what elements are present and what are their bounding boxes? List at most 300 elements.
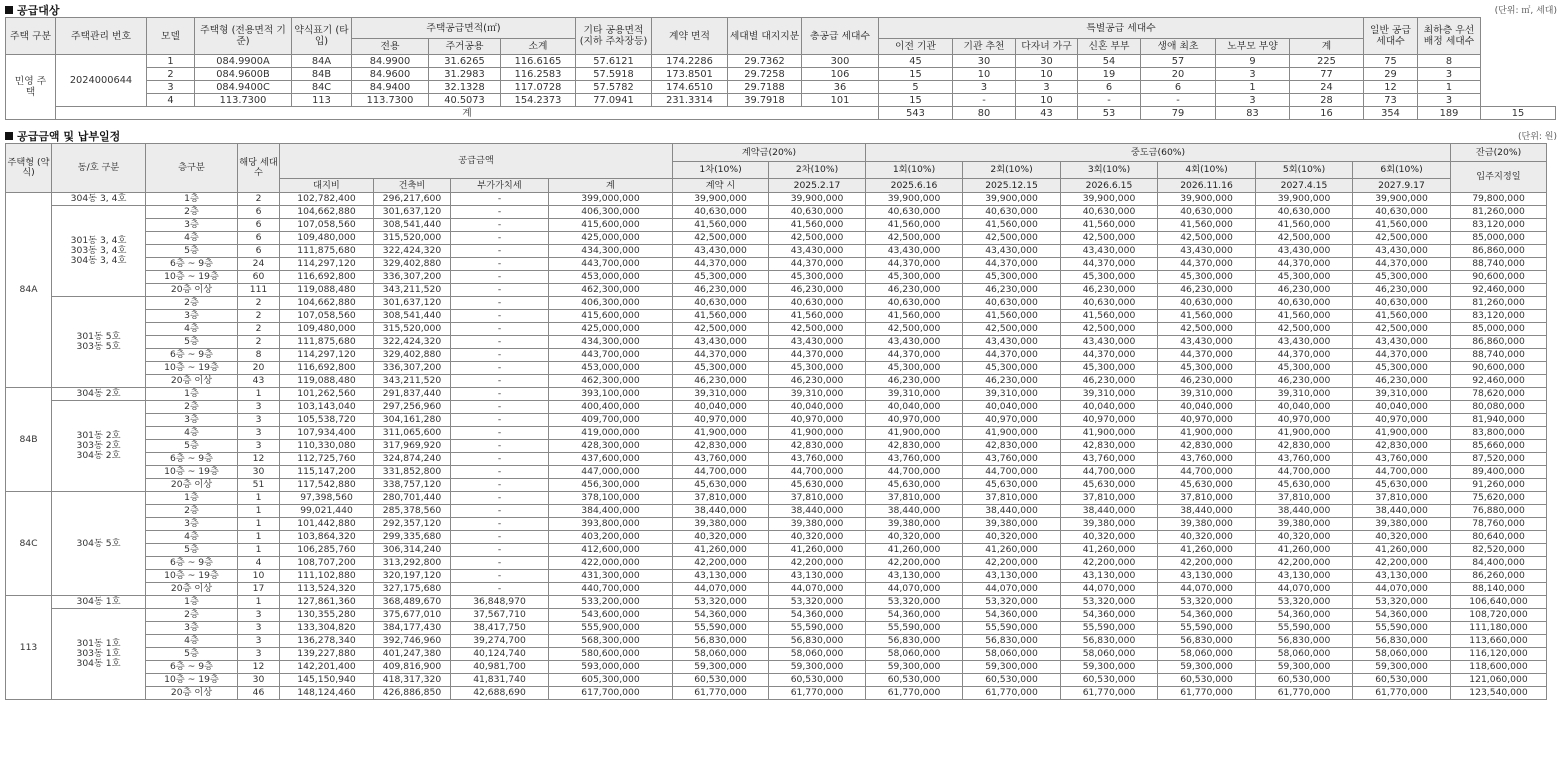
amount-cell: 533,200,000 xyxy=(549,596,673,609)
supply-cell: 154.2373 xyxy=(501,94,576,107)
price-row xyxy=(6,479,1547,492)
amount-cell: 108,707,200 xyxy=(280,557,374,570)
amount-cell: 42,830,000 xyxy=(1256,440,1353,453)
total-cell: 83 xyxy=(1216,107,1290,120)
amount-cell: 39,380,000 xyxy=(1256,518,1353,531)
supply-cell: 57.6121 xyxy=(576,55,652,68)
amount-cell: 375,677,010 xyxy=(374,609,451,622)
amount-cell: 343,211,520 xyxy=(374,284,451,297)
amount-cell: 555,900,000 xyxy=(549,622,673,635)
floor-cell: 3층 xyxy=(146,219,238,232)
amount-cell: 53,320,000 xyxy=(1256,596,1353,609)
th-deposit-2: 2차(10%) xyxy=(769,162,866,179)
amount-cell: 46,230,000 xyxy=(673,375,769,388)
amount-cell: 55,590,000 xyxy=(1256,622,1353,635)
units-cell: 3 xyxy=(238,635,280,648)
amount-cell: 45,300,000 xyxy=(673,362,769,375)
amount-cell: 313,292,800 xyxy=(374,557,451,570)
amount-cell: 116,692,800 xyxy=(280,362,374,375)
amount-cell: 39,900,000 xyxy=(673,193,769,206)
total-label: 계 xyxy=(56,107,879,120)
amount-cell: 60,530,000 xyxy=(1256,674,1353,687)
amount-cell: 92,460,000 xyxy=(1451,284,1547,297)
th-balance-date: 입주지정일 xyxy=(1451,162,1547,193)
floor-cell: 4층 xyxy=(146,232,238,245)
units-cell: 4 xyxy=(238,557,280,570)
amount-cell: 38,417,750 xyxy=(451,622,549,635)
amount-cell: - xyxy=(451,427,549,440)
supply-cell: 9 xyxy=(1216,55,1290,68)
floor-cell: 1층 xyxy=(146,193,238,206)
amount-cell: 56,830,000 xyxy=(866,635,963,648)
units-cell: 17 xyxy=(238,583,280,596)
amount-cell: 301,637,120 xyxy=(374,297,451,310)
amount-cell: - xyxy=(451,388,549,401)
amount-cell: 43,130,000 xyxy=(1061,570,1158,583)
price-row xyxy=(6,596,1547,609)
amount-cell: 54,360,000 xyxy=(1158,609,1256,622)
amount-cell: 42,200,000 xyxy=(1353,557,1451,570)
amount-cell: 38,440,000 xyxy=(769,505,866,518)
amount-cell: 43,430,000 xyxy=(1353,245,1451,258)
amount-cell: 45,300,000 xyxy=(866,271,963,284)
units-cell: 3 xyxy=(238,427,280,440)
amount-cell: 40,630,000 xyxy=(1256,206,1353,219)
th-interim-6: 6회(10%) xyxy=(1353,162,1451,179)
amount-cell: 336,307,200 xyxy=(374,271,451,284)
supply-cell: 084.9400C xyxy=(195,81,292,94)
dong-ho-cell xyxy=(52,596,146,609)
amount-cell: 45,630,000 xyxy=(673,479,769,492)
supply-cell: 1 xyxy=(1216,81,1290,94)
amount-cell: 59,300,000 xyxy=(866,661,963,674)
amount-cell: 42,500,000 xyxy=(1353,232,1451,245)
amount-cell: 82,520,000 xyxy=(1451,544,1547,557)
amount-cell: 39,380,000 xyxy=(673,518,769,531)
amount-cell: 434,300,000 xyxy=(549,336,673,349)
amount-cell: 393,100,000 xyxy=(549,388,673,401)
amount-cell: 54,360,000 xyxy=(769,609,866,622)
floor-cell: 5층 xyxy=(146,336,238,349)
amount-cell: 127,861,360 xyxy=(280,596,374,609)
amount-cell: 46,230,000 xyxy=(1256,375,1353,388)
amount-cell: 40,970,000 xyxy=(1158,414,1256,427)
amount-cell: 44,370,000 xyxy=(1158,258,1256,271)
amount-cell: 41,900,000 xyxy=(963,427,1061,440)
amount-cell: 45,300,000 xyxy=(1353,271,1451,284)
supply-cell: 31.2983 xyxy=(429,68,501,81)
amount-cell: 81,940,000 xyxy=(1451,414,1547,427)
units-cell: 43 xyxy=(238,375,280,388)
amount-cell: - xyxy=(451,583,549,596)
th-subtotal: 소계 xyxy=(501,39,576,55)
amount-cell: 53,320,000 xyxy=(963,596,1061,609)
amount-cell: 331,852,800 xyxy=(374,466,451,479)
amount-cell: 403,200,000 xyxy=(549,531,673,544)
supply-cell: 3 xyxy=(147,81,195,94)
amount-cell: 44,070,000 xyxy=(769,583,866,596)
units-cell: 12 xyxy=(238,453,280,466)
supply-cell: 30 xyxy=(953,55,1016,68)
supply-cell: 84A xyxy=(292,55,352,68)
units-cell: 2 xyxy=(238,336,280,349)
amount-cell: 443,700,000 xyxy=(549,258,673,271)
dong-ho-line: 301동 2호 xyxy=(76,430,121,441)
amount-cell: 55,590,000 xyxy=(673,622,769,635)
amount-cell: 593,000,000 xyxy=(549,661,673,674)
amount-cell: 61,770,000 xyxy=(673,687,769,700)
amount-cell: 292,357,120 xyxy=(374,518,451,531)
amount-cell: 605,300,000 xyxy=(549,674,673,687)
amount-cell: 40,320,000 xyxy=(963,531,1061,544)
amount-cell: 40,970,000 xyxy=(673,414,769,427)
supply-row xyxy=(6,81,1556,94)
amount-cell: 425,000,000 xyxy=(549,323,673,336)
amount-cell: 37,810,000 xyxy=(866,492,963,505)
amount-cell: 304,161,280 xyxy=(374,414,451,427)
amount-cell: 45,630,000 xyxy=(1061,479,1158,492)
amount-cell: - xyxy=(451,323,549,336)
amount-cell: 106,285,760 xyxy=(280,544,374,557)
dong-ho-cell xyxy=(52,206,146,297)
amount-cell: 447,000,000 xyxy=(549,466,673,479)
dong-ho-cell xyxy=(52,297,146,388)
units-cell: 10 xyxy=(238,570,280,583)
amount-cell: 97,398,560 xyxy=(280,492,374,505)
amount-cell: 38,440,000 xyxy=(1158,505,1256,518)
supply-cell: 6 xyxy=(1141,81,1216,94)
supply-cell: 77.0941 xyxy=(576,94,652,107)
amount-cell: 41,260,000 xyxy=(963,544,1061,557)
amount-cell: 42,830,000 xyxy=(866,440,963,453)
amount-cell: - xyxy=(451,362,549,375)
amount-cell: 79,800,000 xyxy=(1451,193,1547,206)
units-cell: 2 xyxy=(238,323,280,336)
total-cell: 543 xyxy=(879,107,953,120)
amount-cell: 40,630,000 xyxy=(866,206,963,219)
amount-cell: 46,230,000 xyxy=(963,375,1061,388)
supply-cell: 10 xyxy=(1016,68,1078,81)
amount-cell: 111,875,680 xyxy=(280,336,374,349)
house-category: 민영 주택 xyxy=(6,55,56,120)
amount-cell: 76,880,000 xyxy=(1451,505,1547,518)
units-cell: 1 xyxy=(238,544,280,557)
amount-cell: 142,201,400 xyxy=(280,661,374,674)
supply-target-unit: (단위: ㎡, 세대) xyxy=(1494,6,1557,16)
amount-cell: 39,380,000 xyxy=(866,518,963,531)
amount-cell: 43,430,000 xyxy=(866,245,963,258)
supply-cell: 231.3314 xyxy=(652,94,728,107)
supply-cell: 084.9600B xyxy=(195,68,292,81)
amount-cell: 306,314,240 xyxy=(374,544,451,557)
units-cell: 3 xyxy=(238,648,280,661)
amount-cell: 38,440,000 xyxy=(963,505,1061,518)
supply-cell: 45 xyxy=(879,55,953,68)
amount-cell: 40,630,000 xyxy=(673,206,769,219)
supply-cell: 117.0728 xyxy=(501,81,576,94)
amount-cell: 44,370,000 xyxy=(1256,349,1353,362)
amount-cell: - xyxy=(451,544,549,557)
amount-cell: 89,400,000 xyxy=(1451,466,1547,479)
amount-cell: 115,147,200 xyxy=(280,466,374,479)
supply-cell: 15 xyxy=(879,68,953,81)
amount-cell: 41,900,000 xyxy=(1353,427,1451,440)
amount-cell: 40,040,000 xyxy=(963,401,1061,414)
supply-cell: 73 xyxy=(1364,94,1418,107)
price-row xyxy=(6,674,1547,687)
th-interim-date-4: 2026.11.16 xyxy=(1158,179,1256,193)
amount-cell: 39,900,000 xyxy=(963,193,1061,206)
amount-cell: 107,058,560 xyxy=(280,219,374,232)
supply-cell: - xyxy=(1141,94,1216,107)
amount-cell: 40,970,000 xyxy=(769,414,866,427)
amount-cell: 45,300,000 xyxy=(673,271,769,284)
amount-cell: 43,130,000 xyxy=(1353,570,1451,583)
supply-cell: 31.6265 xyxy=(429,55,501,68)
amount-cell: 40,630,000 xyxy=(1061,297,1158,310)
dong-ho-line: 304동 2호 xyxy=(76,388,121,399)
amount-cell: 45,630,000 xyxy=(1353,479,1451,492)
amount-cell: 296,217,600 xyxy=(374,193,451,206)
amount-cell: 45,300,000 xyxy=(963,271,1061,284)
amount-cell: 39,310,000 xyxy=(1061,388,1158,401)
amount-cell: - xyxy=(451,492,549,505)
amount-cell: 46,230,000 xyxy=(1353,284,1451,297)
amount-cell: 40,630,000 xyxy=(769,297,866,310)
amount-cell: 55,590,000 xyxy=(769,622,866,635)
amount-cell: 44,700,000 xyxy=(1158,466,1256,479)
amount-cell: 43,430,000 xyxy=(1256,336,1353,349)
supply-cell: 12 xyxy=(1364,81,1418,94)
th-mgmt-number: 주택관리 번호 xyxy=(56,18,147,55)
amount-cell: 437,600,000 xyxy=(549,453,673,466)
amount-cell: 60,530,000 xyxy=(673,674,769,687)
amount-cell: 336,307,200 xyxy=(374,362,451,375)
amount-cell: 38,440,000 xyxy=(1256,505,1353,518)
units-cell: 12 xyxy=(238,661,280,674)
amount-cell: 453,000,000 xyxy=(549,362,673,375)
amount-cell: 324,874,240 xyxy=(374,453,451,466)
th-special-col: 기관 추천 xyxy=(953,39,1016,55)
supply-cell: 10 xyxy=(1016,94,1078,107)
amount-cell: 42,200,000 xyxy=(769,557,866,570)
amount-cell: 315,520,000 xyxy=(374,323,451,336)
amount-cell: 114,297,120 xyxy=(280,258,374,271)
amount-cell: 418,317,320 xyxy=(374,674,451,687)
amount-cell: 322,424,320 xyxy=(374,336,451,349)
amount-cell: - xyxy=(451,219,549,232)
amount-cell: - xyxy=(451,401,549,414)
amount-cell: 88,140,000 xyxy=(1451,583,1547,596)
amount-cell: 44,370,000 xyxy=(1353,349,1451,362)
amount-cell: 327,175,680 xyxy=(374,583,451,596)
amount-cell: 41,831,740 xyxy=(451,674,549,687)
amount-cell: 83,800,000 xyxy=(1451,427,1547,440)
amount-cell: 38,440,000 xyxy=(1353,505,1451,518)
amount-cell: 117,542,880 xyxy=(280,479,374,492)
amount-cell: 40,320,000 xyxy=(1061,531,1158,544)
amount-cell: 422,000,000 xyxy=(549,557,673,570)
amount-cell: 40,320,000 xyxy=(866,531,963,544)
amount-cell: 40,040,000 xyxy=(1353,401,1451,414)
amount-cell: 58,060,000 xyxy=(1353,648,1451,661)
supply-target-header xyxy=(0,0,1563,17)
amount-cell: 343,211,520 xyxy=(374,375,451,388)
amount-cell: 44,700,000 xyxy=(963,466,1061,479)
amount-cell: 83,120,000 xyxy=(1451,310,1547,323)
amount-cell: 42,500,000 xyxy=(769,232,866,245)
amount-cell: 37,810,000 xyxy=(673,492,769,505)
amount-cell: 41,900,000 xyxy=(769,427,866,440)
amount-cell: 40,630,000 xyxy=(963,206,1061,219)
amount-cell: 81,260,000 xyxy=(1451,206,1547,219)
amount-cell: 60,530,000 xyxy=(963,674,1061,687)
floor-cell: 3층 xyxy=(146,414,238,427)
amount-cell: 39,380,000 xyxy=(1158,518,1256,531)
floor-cell: 6층 ~ 9층 xyxy=(146,349,238,362)
amount-cell: 299,335,680 xyxy=(374,531,451,544)
amount-cell: 46,230,000 xyxy=(866,375,963,388)
amount-cell: 103,143,040 xyxy=(280,401,374,414)
amount-cell: 44,070,000 xyxy=(1353,583,1451,596)
amount-cell: 43,430,000 xyxy=(1353,336,1451,349)
units-cell: 111 xyxy=(238,284,280,297)
units-cell: 2 xyxy=(238,310,280,323)
amount-cell: 55,590,000 xyxy=(1353,622,1451,635)
amount-cell: 109,480,000 xyxy=(280,323,374,336)
amount-cell: - xyxy=(451,375,549,388)
dong-ho-line: 304동 3, 4호 xyxy=(70,193,127,204)
supply-cell: 24 xyxy=(1290,81,1364,94)
amount-cell: 53,320,000 xyxy=(1353,596,1451,609)
th-supply-area: 주택공급면적(㎡) xyxy=(352,18,576,39)
amount-cell: 40,630,000 xyxy=(1158,206,1256,219)
amount-cell: 42,500,000 xyxy=(1256,232,1353,245)
amount-cell: 54,360,000 xyxy=(1353,609,1451,622)
amount-cell: 55,590,000 xyxy=(963,622,1061,635)
amount-cell: 40,630,000 xyxy=(1256,297,1353,310)
amount-cell: 61,770,000 xyxy=(1061,687,1158,700)
amount-cell: 116,120,000 xyxy=(1451,648,1547,661)
units-cell: 2 xyxy=(238,193,280,206)
amount-cell: 43,130,000 xyxy=(1256,570,1353,583)
supply-cell: 54 xyxy=(1078,55,1141,68)
floor-cell: 3층 xyxy=(146,622,238,635)
amount-cell: 88,740,000 xyxy=(1451,258,1547,271)
amount-cell: 42,500,000 xyxy=(1158,323,1256,336)
amount-cell: 40,630,000 xyxy=(1353,297,1451,310)
amount-cell: 59,300,000 xyxy=(963,661,1061,674)
amount-cell: 58,060,000 xyxy=(1256,648,1353,661)
amount-cell: 55,590,000 xyxy=(1158,622,1256,635)
units-cell: 20 xyxy=(238,362,280,375)
amount-cell: 42,500,000 xyxy=(963,323,1061,336)
price-row xyxy=(6,336,1547,349)
amount-cell: 59,300,000 xyxy=(1061,661,1158,674)
units-cell: 6 xyxy=(238,206,280,219)
amount-cell: - xyxy=(451,258,549,271)
amount-cell: 41,560,000 xyxy=(769,219,866,232)
floor-cell: 4층 xyxy=(146,427,238,440)
amount-cell: 46,230,000 xyxy=(963,284,1061,297)
amount-cell: - xyxy=(451,557,549,570)
amount-cell: 41,900,000 xyxy=(866,427,963,440)
amount-cell: 54,360,000 xyxy=(673,609,769,622)
amount-cell: 92,460,000 xyxy=(1451,375,1547,388)
amount-cell: 61,770,000 xyxy=(1158,687,1256,700)
price-schedule-unit: (단위: 원) xyxy=(1518,132,1557,142)
amount-cell: 43,760,000 xyxy=(769,453,866,466)
amount-cell: 104,662,880 xyxy=(280,206,374,219)
amount-cell: 297,256,960 xyxy=(374,401,451,414)
amount-cell: 60,530,000 xyxy=(1061,674,1158,687)
floor-cell: 2층 xyxy=(146,505,238,518)
amount-cell: 41,900,000 xyxy=(1158,427,1256,440)
amount-cell: 59,300,000 xyxy=(1158,661,1256,674)
th-special-col: 생애 최초 xyxy=(1141,39,1216,55)
price-row xyxy=(6,362,1547,375)
th-model: 모델 xyxy=(147,18,195,55)
amount-cell: - xyxy=(451,453,549,466)
amount-cell: 56,830,000 xyxy=(769,635,866,648)
supply-cell: 1 xyxy=(1418,81,1481,94)
amount-cell: 280,701,440 xyxy=(374,492,451,505)
amount-cell: 37,810,000 xyxy=(1256,492,1353,505)
amount-cell: 36,848,970 xyxy=(451,596,549,609)
price-row xyxy=(6,258,1547,271)
th-special-supply: 특별공급 세대수 xyxy=(879,18,1364,39)
amount-cell: 308,541,440 xyxy=(374,219,451,232)
amount-cell: 40,320,000 xyxy=(673,531,769,544)
th-floor: 층구분 xyxy=(146,144,238,193)
amount-cell: 42,500,000 xyxy=(1353,323,1451,336)
supply-cell: 300 xyxy=(802,55,879,68)
amount-cell: 109,480,000 xyxy=(280,232,374,245)
amount-cell: 78,620,000 xyxy=(1451,388,1547,401)
supply-cell: 29.7258 xyxy=(728,68,802,81)
amount-cell: 43,430,000 xyxy=(963,336,1061,349)
amount-cell: 91,260,000 xyxy=(1451,479,1547,492)
amount-cell: 41,560,000 xyxy=(866,219,963,232)
price-row xyxy=(6,323,1547,336)
amount-cell: 40,040,000 xyxy=(673,401,769,414)
th-vat: 부가가치세 xyxy=(451,179,549,193)
amount-cell: 39,380,000 xyxy=(1353,518,1451,531)
amount-cell: 43,430,000 xyxy=(866,336,963,349)
price-row xyxy=(6,622,1547,635)
amount-cell: 419,000,000 xyxy=(549,427,673,440)
amount-cell: 44,370,000 xyxy=(866,349,963,362)
amount-cell: 42,830,000 xyxy=(963,440,1061,453)
total-cell: 15 xyxy=(1481,107,1556,120)
amount-cell: 384,177,430 xyxy=(374,622,451,635)
amount-cell: 40,040,000 xyxy=(1256,401,1353,414)
amount-cell: 384,400,000 xyxy=(549,505,673,518)
amount-cell: 59,300,000 xyxy=(1353,661,1451,674)
th-deposit-1: 1차(10%) xyxy=(673,162,769,179)
amount-cell: 44,700,000 xyxy=(866,466,963,479)
amount-cell: 53,320,000 xyxy=(1158,596,1256,609)
amount-cell: 56,830,000 xyxy=(1256,635,1353,648)
amount-cell: 43,130,000 xyxy=(673,570,769,583)
amount-cell: 85,000,000 xyxy=(1451,232,1547,245)
units-cell: 6 xyxy=(238,245,280,258)
amount-cell: 41,260,000 xyxy=(769,544,866,557)
amount-cell: 45,630,000 xyxy=(866,479,963,492)
amount-cell: 101,262,560 xyxy=(280,388,374,401)
amount-cell: 58,060,000 xyxy=(1061,648,1158,661)
supply-target-table xyxy=(5,17,1556,120)
